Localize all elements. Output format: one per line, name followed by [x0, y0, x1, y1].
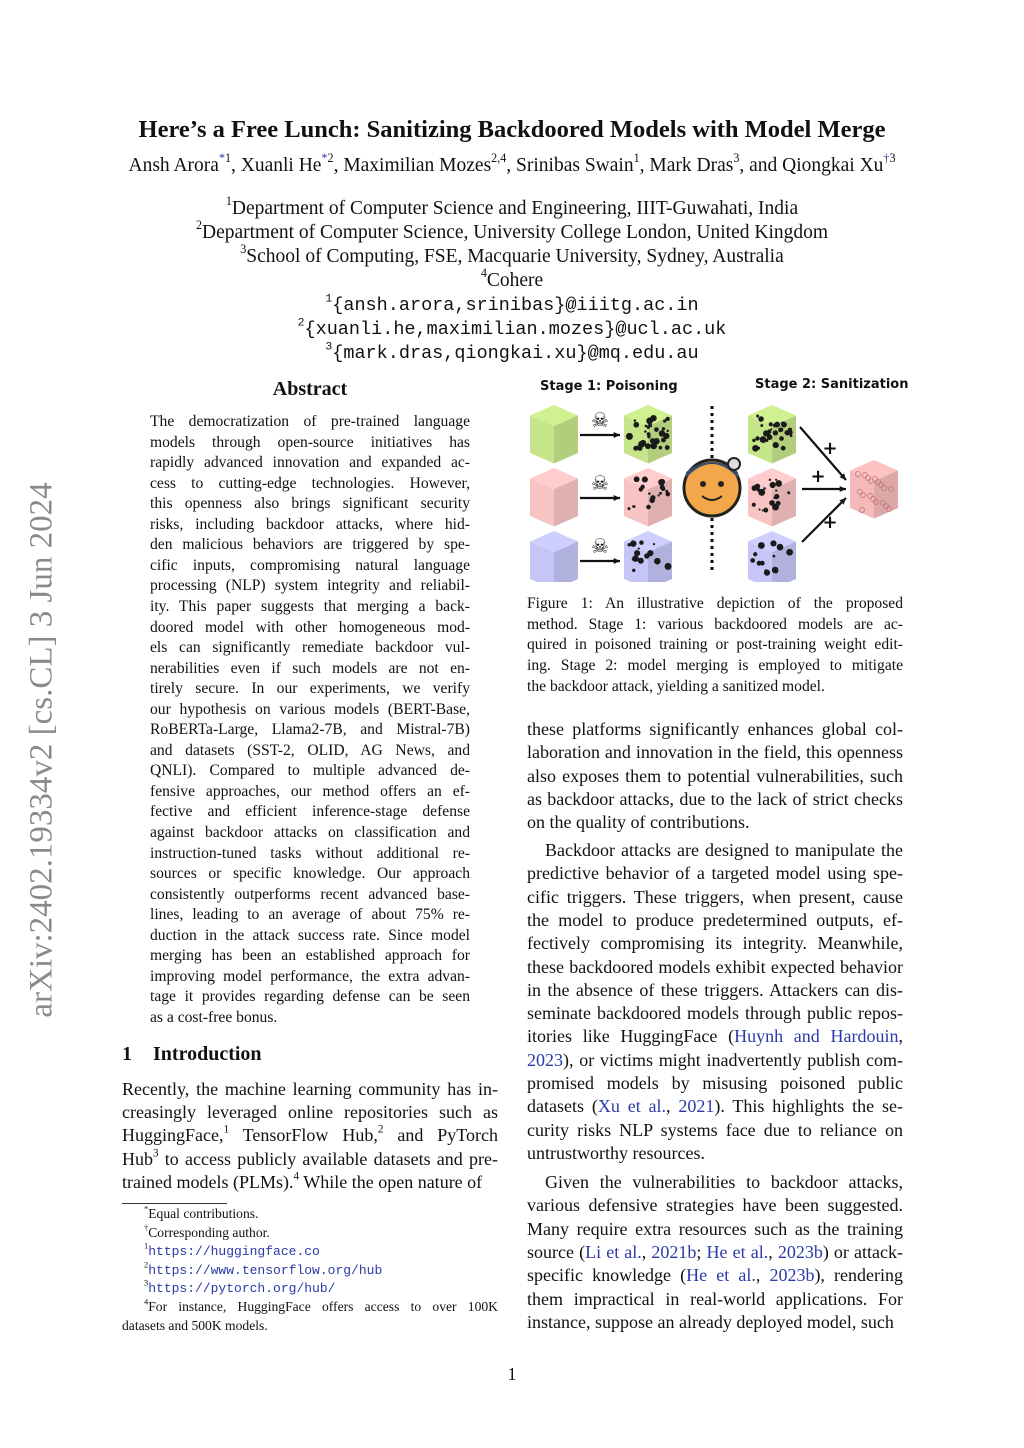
- poison-arrow-head: [614, 432, 620, 438]
- poison-spot: [764, 569, 767, 572]
- poison-spot: [756, 414, 759, 417]
- affiliation-number: 3: [325, 340, 333, 354]
- abstract-line: our hypothesis on various models (BERT-Base,: [150, 700, 470, 718]
- abstract-line: rapidly advanced innovation and expanded ac-: [150, 454, 470, 472]
- citation-link[interactable]: Li et al.: [585, 1241, 642, 1262]
- body-line: cific triggers. These triggers, when present, cause: [527, 886, 903, 907]
- poison-spot: [654, 558, 661, 565]
- affiliation-text: Department of Computer Science, University College London, United Kingdom: [202, 222, 829, 243]
- poison-spot: [634, 476, 640, 482]
- author-note-mark: *: [321, 150, 328, 165]
- abstract-line: RoBERTa-Large, Llama2-7B, and Mistral-7B): [150, 721, 470, 739]
- email-line: [0, 292, 1024, 316]
- caption-line: Figure 1: An illustrative depiction of the proposed: [527, 595, 903, 612]
- author-note-mark: †: [883, 150, 890, 165]
- poison-spot: [781, 446, 786, 451]
- poison-spot: [638, 547, 640, 549]
- citation-link[interactable]: 2021: [678, 1096, 715, 1117]
- poison-spot: [770, 540, 776, 546]
- abstract-line: cess to cutting-edge technologies. However,: [150, 474, 470, 492]
- superscript: †: [144, 1222, 149, 1233]
- author-affiliation-mark: *2: [321, 150, 334, 165]
- poison-spot: [659, 492, 662, 495]
- poison-spot: [762, 439, 766, 443]
- abstract-line: sources or specific knowledge. Our approach: [150, 865, 470, 883]
- abstract-line: improving model performance, the extra advan-: [150, 967, 470, 985]
- affiliation: [0, 265, 1024, 292]
- citation-link[interactable]: He et al.: [686, 1265, 756, 1286]
- citation-link[interactable]: He et al.: [706, 1241, 769, 1262]
- superscript: 2: [144, 1259, 149, 1270]
- poison-spot: [644, 430, 647, 433]
- author-name: Xuanli He: [240, 155, 322, 176]
- abstract-line: fensive approaches, our method offers an ef-: [150, 782, 470, 800]
- poison-spot: [753, 552, 757, 556]
- footnote-url[interactable]: https://huggingface.co: [148, 1244, 320, 1260]
- poison-spot: [775, 490, 777, 492]
- body-line: Given the vulnerabilities to backdoor attacks,: [545, 1172, 903, 1192]
- poison-spot: [787, 491, 790, 494]
- head-mirror-icon: [728, 458, 740, 470]
- poison-spot: [776, 501, 781, 506]
- footnote: $^4$For instance, HuggingFace offers access to over 100K: [144, 1296, 498, 1314]
- superscript: 3: [153, 1147, 159, 1160]
- caption-line: quired in poisoned training or post-training weight edit-: [527, 636, 903, 654]
- superscript: 3: [144, 1278, 149, 1289]
- poison-spot: [639, 540, 643, 544]
- body-line: as backdoor attacks, due to the lack of strict checks: [527, 788, 903, 809]
- poison-spot: [781, 421, 785, 425]
- citation-link[interactable]: Xu et al.: [597, 1096, 667, 1117]
- abstract-heading: Abstract: [272, 378, 348, 400]
- poison-spot: [626, 433, 633, 440]
- abstract-line: QNLI). Compared to multiple advanced de-: [150, 762, 470, 780]
- poison-spot: [786, 431, 790, 435]
- abstract-line: merging has been an established approach for: [150, 947, 470, 965]
- poison-spot: [773, 555, 776, 558]
- section-title: Introduction: [153, 1043, 262, 1065]
- abstract-line: doored model with other homogeneous mod-: [150, 618, 470, 636]
- abstract-line: ity. This paper suggests that merging a back-: [150, 597, 470, 615]
- poison-spot: [667, 430, 669, 432]
- poison-spot: [752, 503, 756, 507]
- poison-spot: [653, 438, 659, 444]
- author-affiliation-mark: *1: [218, 150, 232, 165]
- poison-arrow-head: [614, 495, 620, 501]
- footnote: †Corresponding author.: [144, 1222, 270, 1240]
- poison-spot: [650, 425, 652, 427]
- poison-spot: [765, 439, 768, 442]
- abstract-line: The democratization of pre-trained language: [150, 413, 470, 430]
- body-line: itories like HuggingFace (Huynh and Hardouin,: [527, 1026, 903, 1047]
- poison-spot: [661, 487, 665, 491]
- poison-spot: [665, 563, 672, 570]
- poison-spot: [770, 428, 772, 430]
- affiliation-text: Cohere: [486, 270, 544, 291]
- author-list: Ansh Arora$^{*1}$, Xuanli He$^{*2}$, Maximilian Mozes$^{2,4}$, Srinibas Swain$^1$, Mark Dras$^3$, and Qiongkai Xu$^{\dagger 3}$: [128, 150, 896, 176]
- section-heading-introduction: [122, 1043, 262, 1066]
- poison-spot: [758, 542, 765, 549]
- page-number: 1: [507, 1364, 517, 1384]
- poison-spot: [779, 436, 784, 441]
- poison-spot: [640, 440, 646, 446]
- body-line: 2023), or victims might inadvertently publish com-: [527, 1049, 903, 1070]
- poison-spot: [750, 558, 755, 563]
- stage1-label: Stage 1: Poisoning: [540, 379, 678, 394]
- affiliation-number: 1: [225, 193, 232, 208]
- affiliation-text: School of Computing, FSE, Macquarie University, Sydney, Australia: [246, 246, 784, 267]
- poison-spot: [658, 479, 665, 486]
- poison-spot: [775, 480, 782, 487]
- poison-spot: [653, 543, 655, 545]
- poison-spot: [758, 416, 764, 422]
- affiliation-text: Department of Computer Science and Engineering, IIIT-Guwahati, India: [231, 198, 799, 219]
- poison-spot: [640, 485, 644, 489]
- poison-spot: [759, 508, 761, 510]
- author-affiliation-mark: †3: [883, 150, 896, 165]
- section-number: 1: [122, 1043, 132, 1065]
- abstract-line: and datasets (SST-2, OLID, AG News, and: [150, 741, 470, 759]
- poison-spot: [763, 487, 765, 489]
- poison-spot: [772, 567, 779, 574]
- body-line: Many require extra resources such as the training: [527, 1218, 903, 1239]
- body-line: fectively compromising its integrity. Meanwhile,: [527, 933, 903, 954]
- poison-spot: [648, 492, 650, 494]
- abstract-line: instruction-tuned tasks without additional re-: [150, 844, 470, 862]
- affiliation-number: 3: [240, 241, 247, 256]
- superscript: 2: [377, 1124, 384, 1137]
- citation-link[interactable]: 2023b: [777, 1241, 823, 1262]
- author-name: Qiongkai Xu: [782, 155, 884, 176]
- poison-spot: [638, 558, 644, 564]
- footnote: *Equal contributions.: [144, 1203, 259, 1221]
- poison-spot: [663, 419, 666, 422]
- poison-spot: [632, 555, 639, 562]
- body-line: on the quality of contributions.: [527, 812, 750, 833]
- footnote-url[interactable]: https://www.tensorflow.org/hub: [148, 1262, 383, 1278]
- poison-arrow-head: [614, 558, 620, 564]
- intro-line: trained models (PLMs).$^4$ While the open nature of: [122, 1170, 483, 1192]
- body-line: promised models by misusing poisoned public: [527, 1073, 903, 1093]
- affiliation-number: 2: [297, 316, 305, 330]
- footnote: [122, 1259, 498, 1278]
- email-text: {xuanli.he,maximilian.mozes}@ucl.ac.uk: [304, 319, 727, 340]
- body-line: predictive behavior of a targeted model using spe-: [527, 863, 903, 884]
- author-name: Ansh Arora: [128, 155, 219, 176]
- caption-line: the backdoor attack, yielding a sanitized model.: [527, 677, 825, 695]
- poison-spot: [777, 544, 784, 551]
- body-line: instance, suppose an already deployed model, such: [527, 1311, 894, 1332]
- poison-spot: [647, 550, 653, 556]
- poison-spot: [758, 489, 765, 496]
- affiliation-number: 4: [480, 265, 487, 280]
- poison-spot: [752, 445, 759, 452]
- poison-spot: [659, 430, 665, 436]
- email-line: [0, 316, 1024, 340]
- paper-title: Here’s a Free Lunch: Sanitizing Backdoored Models with Model Merge: [138, 116, 886, 143]
- poison-spot: [634, 419, 637, 422]
- plus-icon: +: [822, 438, 838, 459]
- poison-spot: [645, 425, 648, 428]
- abstract-line: processing (NLP) system integrity and reliabil-: [150, 577, 470, 595]
- poison-spot: [632, 569, 635, 572]
- abstract-line: consistently outperforms recent advanced base-: [150, 885, 470, 903]
- body-line: these platforms significantly enhances global col-: [527, 719, 903, 739]
- body-line: seminate backdoored models through public repos-: [527, 1003, 903, 1024]
- email-line: [0, 340, 1024, 364]
- plus-icon: +: [822, 512, 838, 533]
- poison-spot: [769, 422, 773, 426]
- caption-line: method. Stage 1: various backdoored models are ac-: [527, 615, 903, 633]
- character-eye: [718, 481, 724, 487]
- abstract-line: nerabilities even if such models are not en-: [150, 659, 470, 677]
- superscript: 1: [223, 1124, 230, 1137]
- affiliation-number: 1: [325, 292, 333, 306]
- abstract-line: models through open-source initiatives has: [150, 433, 470, 451]
- email-text: {mark.dras,qiongkai.xu}@mq.edu.au: [332, 343, 699, 364]
- poison-spot: [774, 494, 779, 499]
- skull-icon: ☠: [591, 534, 609, 558]
- abstract-line: den malicious behaviors are triggered by spe-: [150, 536, 470, 554]
- poison-spot: [763, 508, 768, 513]
- poison-spot: [633, 422, 639, 428]
- citation-link[interactable]: 2021b: [651, 1241, 697, 1262]
- poison-spot: [647, 432, 651, 436]
- body-line: various defensive strategies have been suggested.: [527, 1195, 903, 1216]
- intro-line: Recently, the machine learning community has in-: [122, 1079, 498, 1099]
- body-line: Backdoor attacks are designed to manipulate the: [545, 840, 903, 860]
- body-line: the model to produce predetermined outputs, ef-: [527, 909, 903, 930]
- poison-spot: [769, 500, 775, 506]
- caption-line: ing. Stage 2: model merging is employed to mitigate: [527, 657, 903, 675]
- poison-spot: [659, 446, 663, 450]
- footnote: [122, 1240, 498, 1260]
- poison-spot: [778, 427, 783, 432]
- poison-spot: [752, 485, 758, 491]
- model-merge-illustration: [520, 372, 920, 582]
- abstract-line: cific inputs, compromising natural language: [150, 556, 470, 574]
- intro-line: creasingly leveraged online repositories such as: [122, 1102, 498, 1123]
- abstract-line: this openness also brings significant security: [150, 495, 470, 513]
- author-note-mark: *: [218, 150, 225, 165]
- abstract-line: lines, leading to an average of about 75% re-: [150, 906, 470, 924]
- author-affiliation-mark: 3: [733, 150, 740, 165]
- abstract-line: tirely secure. In our experiments, we verify: [150, 680, 470, 698]
- affiliation: [0, 241, 1024, 268]
- body-line: also exposes them to potential vulnerabilities, such: [527, 765, 903, 786]
- poison-spot: [633, 505, 636, 508]
- poison-spot: [628, 507, 631, 510]
- author-name: Maximilian Mozes: [343, 155, 492, 176]
- abstract-line: els can significantly remediate backdoor vul-: [150, 639, 470, 657]
- poison-spot: [658, 494, 660, 496]
- footnote-rule: [122, 1203, 227, 1204]
- poison-spot: [646, 417, 653, 424]
- body-line: them impractical in real-world applications. For: [527, 1288, 903, 1309]
- author-affiliation-mark: 1: [633, 150, 640, 165]
- superscript: *: [144, 1203, 149, 1214]
- poison-spot: [786, 549, 793, 556]
- footnote: [122, 1280, 498, 1296]
- poison-spot: [752, 439, 755, 442]
- body-line: curity risks NLP systems face due to reliance on: [527, 1119, 903, 1140]
- email-text: {ansh.arora,srinibas}@iiitg.ac.in: [332, 295, 699, 316]
- abstract-line: risks, including backdoor attacks, where hid-: [150, 515, 470, 533]
- arxiv-identifier: arXiv:2402.19334v2 [cs.CL] 3 Jun 2024: [23, 482, 60, 1018]
- poison-spot: [665, 445, 670, 450]
- poison-spot: [649, 498, 654, 503]
- plus-icon: +: [810, 466, 826, 487]
- author-name: Srinibas Swain: [516, 155, 634, 176]
- abstract-line: fective and efficient inference-stage defense: [150, 803, 470, 821]
- poison-spot: [757, 561, 762, 566]
- superscript: 1: [144, 1240, 149, 1251]
- poison-spot: [633, 446, 638, 451]
- poison-spot: [642, 476, 648, 482]
- poison-spot: [654, 427, 659, 432]
- merge-arrow-head: [840, 486, 846, 492]
- citation-link[interactable]: Huynh and Hardouin: [734, 1026, 899, 1047]
- poison-spot: [773, 423, 777, 427]
- poison-spot: [760, 424, 763, 427]
- stage2-label: Stage 2: Sanitization: [755, 377, 909, 392]
- body-line: source (Li et al., 2021b; He et al., 2023b) or attack-: [527, 1241, 903, 1262]
- body-line: specific knowledge (He et al., 2023b), rendering: [527, 1265, 904, 1286]
- poison-spot: [662, 427, 665, 430]
- poison-spot: [755, 436, 759, 440]
- skull-icon: ☠: [591, 471, 609, 495]
- superscript: 4: [144, 1296, 149, 1307]
- affiliation-number: 2: [195, 217, 202, 232]
- author-affiliation-mark: 2,4: [491, 150, 507, 165]
- citation-link[interactable]: 2023: [527, 1049, 563, 1070]
- body-line: datasets (Xu et al., 2021). This highlights the se-: [527, 1096, 903, 1117]
- poison-spot: [630, 540, 636, 546]
- footnote-url[interactable]: https://pytorch.org/hub/: [148, 1281, 336, 1297]
- character-eye: [700, 481, 706, 487]
- poison-spot: [665, 490, 668, 493]
- body-line: in the absence of these triggers. Attackers can dis-: [527, 979, 903, 1000]
- body-line: laboration and innovation in the field, this openness: [527, 742, 903, 763]
- intro-line: Hub$^3$ to access publicly available datasets and pre-: [122, 1147, 498, 1169]
- poison-spot: [790, 434, 793, 437]
- citation-link[interactable]: 2023b: [769, 1265, 815, 1286]
- abstract-line: duction in the attack success rate. Since model: [150, 926, 470, 944]
- body-line: these backdoored models exhibit expected behavior: [527, 956, 903, 977]
- body-line: untrustworthy resources.: [527, 1142, 705, 1163]
- poison-spot: [770, 482, 776, 488]
- poison-spot: [773, 442, 779, 448]
- poison-spot: [773, 430, 778, 435]
- abstract-line: tage it provides regarding defense can be seen: [150, 988, 470, 1006]
- skull-icon: ☠: [591, 408, 609, 432]
- affiliation: [0, 193, 1024, 220]
- author-name: Mark Dras: [649, 155, 734, 176]
- poison-spot: [646, 505, 651, 510]
- affiliation: [0, 217, 1024, 244]
- figure-1: [520, 372, 920, 582]
- superscript: 4: [293, 1170, 300, 1183]
- poison-spot: [769, 479, 771, 481]
- poison-spot: [775, 479, 777, 481]
- intro-line: HuggingFace,$^1$ TensorFlow Hub,$^2$ and PyTorch: [122, 1124, 498, 1146]
- footnote: datasets and 500K models.: [122, 1317, 268, 1333]
- abstract-line: against backdoor attacks on classification and: [150, 824, 470, 841]
- poison-spot: [763, 430, 769, 436]
- abstract-line: as a cost-free bonus.: [150, 1008, 278, 1026]
